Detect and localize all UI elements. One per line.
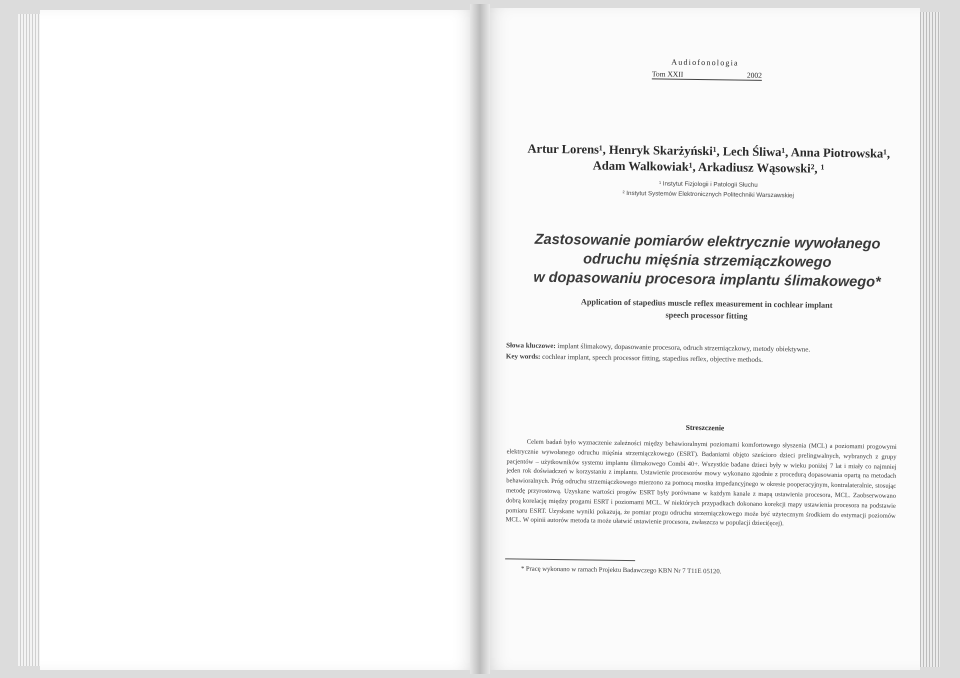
affiliation-1: ¹ Instytut Fizjologii i Patologii Słuchu: [658, 180, 758, 189]
footnote: * Pracę wykonano w ramach Projektu Badawczego KBN Nr 7 T11E 05120.: [520, 565, 722, 576]
footnote-divider: [505, 558, 635, 561]
keywords-block: [506, 340, 896, 367]
right-page-edges: [918, 12, 940, 667]
keywords-polish-text: implant ślimakowy, dopasowanie procesora, odruch strzemiączkowy, metody obiektywne.: [557, 342, 811, 354]
keywords-english-label: Key words:: [505, 352, 541, 361]
keywords-polish-label: Słowa kluczowe:: [506, 341, 556, 351]
affiliation-2: ² Instytut Systemów Elektronicznych Politechniki Warszawskiej: [622, 189, 794, 200]
journal-year: 2002: [746, 70, 762, 80]
polish-title-line-2: odruchu mięśnia strzemiączkowego: [583, 251, 832, 271]
author-list: [519, 140, 899, 177]
page-content: [480, 8, 920, 670]
polish-title: [507, 230, 908, 293]
polish-title-line-3: w dopasowaniu procesora implantu ślimakowego*: [533, 269, 881, 291]
book-gutter: [470, 4, 490, 674]
left-page-edges: [18, 14, 42, 666]
english-title: [536, 296, 876, 325]
left-blank-page: [40, 10, 480, 670]
author-line-2: Adam Walkowiak¹, Arkadiusz Wąsowski², ¹: [592, 158, 825, 176]
english-title-line-1: Application of stapedius muscle reflex measurement in cochlear implant: [580, 297, 833, 310]
keywords-english-text: cochlear implant, speech processor fitting, stapedius reflex, objective methods.: [542, 352, 763, 364]
affiliations: [558, 178, 858, 202]
author-line-1: Artur Lorens¹, Henryk Skarżyński¹, Lech Śliwa¹, Anna Piotrowska¹,: [527, 141, 891, 161]
journal-volume: Tom XXII: [651, 69, 684, 79]
journal-name: Audiofonologia: [671, 57, 739, 68]
abstract-heading: Streszczenie: [685, 422, 725, 433]
journal-volume-line: [652, 69, 762, 81]
abstract-body: Celem badań było wyznaczenie zależności między behawioralnymi poziomami komfortowego słyszenia (MCL) a poziomami progowymi elektrycznie wywołanego odruchu mięśnia strzemiączkowego (ESRT). Badaniami objęto sześcioro dzieci prelingwalnych, wybranych z grupy pacjentów – użytkowników systemu implantu ślimakowego Combi 40+. Wszystkie badane dzieci były w wieku poniżej 7 lat i miały co najmniej jeden rok doświadczeń w korzystaniu z implantu. Ustawienie procesorów mowy wykonano zgodnie z procedurą dopasowania opartą na metodach behawioralnych. Próg odruchu strzemiączkowego mierzono za pomocą mostka impedancyjnego w okresie pooperacyjnym, kontralateralnie, stosując metodę przyrostową. Uzyskane wartości progów ESRT były porównane w każdym kanale z mapą ustawienia procesora, MCL. Zaobserwowano dobrą korelację między progami ESRT i poziomami MCL. W niektórych przypadkach dokonano korekcji mapy ustawienia procesora na podstawie pomiaru ESRT. Uzyskane wyniki pokazują, że pomiar progu odruchu strzemiączkowego może być użytecznym środkiem do estymacji poziomów MCL. W opinii autorów metoda ta może ułatwić ustawienie procesora, zwłaszcza w populacji dzieci(ęcej).: [505, 438, 897, 528]
right-text-page: [480, 8, 920, 670]
polish-title-line-1: Zastosowanie pomiarów elektrycznie wywołanego: [534, 231, 881, 253]
english-title-line-2: speech processor fitting: [665, 310, 748, 321]
